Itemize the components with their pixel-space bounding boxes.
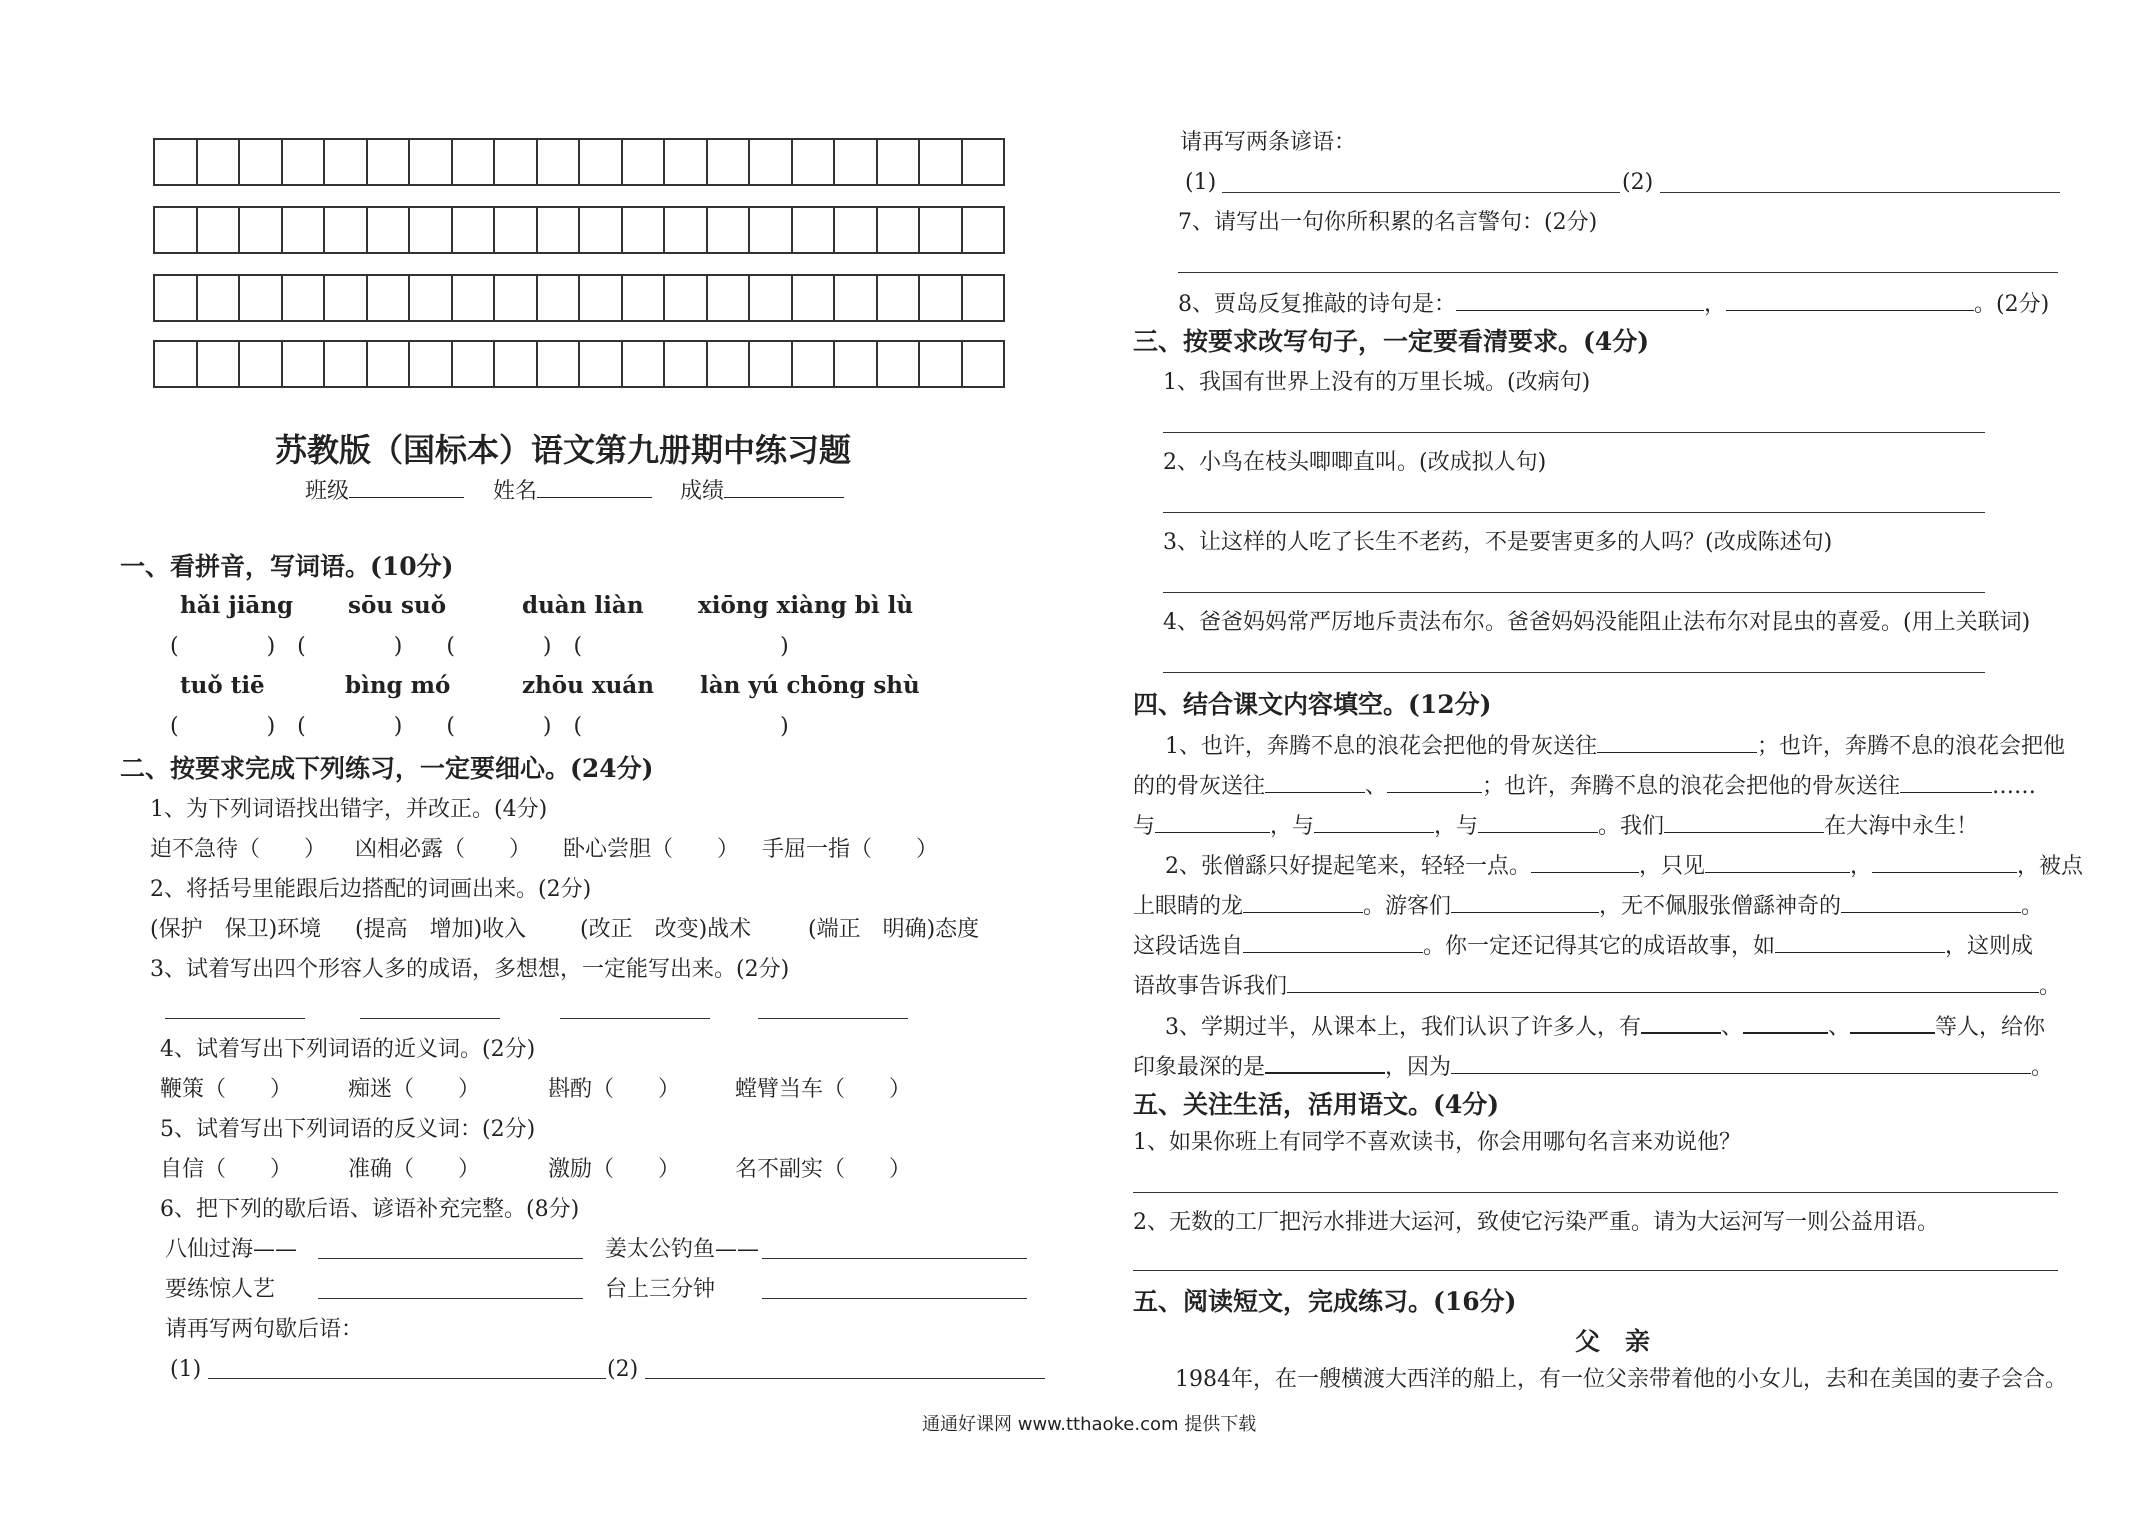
answer-line[interactable] xyxy=(360,1018,500,1019)
grid-cell[interactable] xyxy=(580,340,623,388)
grid-cell[interactable] xyxy=(368,340,411,388)
text: ；也许，奔腾不息的浪花会把他的骨灰送往 xyxy=(1482,774,1901,799)
q4-item[interactable]: 痴迷（ ） xyxy=(348,1077,481,1102)
grid-row xyxy=(153,340,1005,388)
grid-cell[interactable] xyxy=(368,138,411,186)
grid-cell[interactable] xyxy=(878,206,921,254)
grid-cell[interactable] xyxy=(538,138,581,186)
answer-line[interactable] xyxy=(1163,512,1985,513)
pinyin: bìng mó xyxy=(345,672,451,699)
s4-p2-line3[interactable] xyxy=(1133,930,2033,962)
grid-cell[interactable] xyxy=(155,340,198,388)
q5-item[interactable]: 自信（ ） xyxy=(160,1157,293,1182)
grid-cell[interactable] xyxy=(793,138,836,186)
q5-item[interactable]: 名不副实（ ） xyxy=(735,1157,912,1182)
section-3-heading: 三、按要求改写句子，一定要看清要求。(4分) xyxy=(1133,327,1650,356)
q2-item[interactable]: (保护 保卫)环境 xyxy=(150,917,322,942)
q7-text: 7、请写出一句你所积累的名言警句：(2分) xyxy=(1178,210,1598,235)
q6-more: 请再写两句歇后语： xyxy=(165,1317,364,1342)
grid-cell[interactable] xyxy=(198,340,241,388)
grid-cell[interactable] xyxy=(240,340,283,388)
text: 2、张僧繇只好提起笔来，轻轻一点。 xyxy=(1165,854,1531,879)
name-field[interactable] xyxy=(493,475,652,507)
item-number: (1) xyxy=(170,1357,202,1382)
q3-text: 3、试着写出四个形容人多的成语，多想想，一定能写出来。(2分) xyxy=(150,957,790,982)
grid-cell[interactable] xyxy=(283,206,326,254)
q1-item[interactable]: 凶相必露（ ） xyxy=(355,837,532,862)
pinyin: sōu suǒ xyxy=(348,592,447,619)
grid-cell[interactable] xyxy=(708,206,751,254)
q1-item[interactable]: 手屈一指（ ） xyxy=(762,837,939,862)
grid-cell[interactable] xyxy=(793,340,836,388)
q6-text: 6、把下列的歇后语、谚语补充完整。(8分) xyxy=(160,1197,580,1222)
page-footer: 通通好课网 www.tthaoke.com 提供下载 xyxy=(922,1414,1257,1435)
grid-cell[interactable] xyxy=(410,274,453,322)
grid-cell[interactable] xyxy=(453,340,496,388)
grid-cell[interactable] xyxy=(325,206,368,254)
grid-cell[interactable] xyxy=(793,274,836,322)
grid-cell[interactable] xyxy=(240,274,283,322)
text: ，这则成 xyxy=(1945,934,2034,959)
s4-p2-line1[interactable] xyxy=(1165,850,2083,882)
grid-cell[interactable] xyxy=(708,274,751,322)
pinyin: tuǒ tiē xyxy=(180,672,265,699)
score-field[interactable] xyxy=(680,475,844,507)
q8-sep: ， xyxy=(1704,292,1727,317)
q4-item[interactable]: 螳臂当车（ ） xyxy=(735,1077,912,1102)
q6-a: 八仙过海—— xyxy=(165,1237,298,1262)
grid-cell[interactable] xyxy=(410,340,453,388)
text: ，被点 xyxy=(2017,854,2084,879)
pinyin: xiōng xiàng bì lù xyxy=(698,592,914,619)
s3-q4: 4、爸爸妈妈常严厉地斥责法布尔。爸爸妈妈没能阻止法布尔对昆虫的喜爱。(用上关联词) xyxy=(1163,610,2031,635)
text: 。我们 xyxy=(1598,814,1665,839)
text: ，只见 xyxy=(1639,854,1706,879)
q8-text[interactable] xyxy=(1178,288,2049,320)
answer-line[interactable] xyxy=(762,1298,1027,1299)
class-field[interactable] xyxy=(305,475,464,507)
grid-cell[interactable] xyxy=(750,274,793,322)
text: ，与 xyxy=(1434,814,1479,839)
text: 。 xyxy=(2031,1055,2054,1080)
story-title: 父 亲 xyxy=(1575,1327,1651,1356)
text: 1、也许，奔腾不息的浪花会把他的骨灰送往 xyxy=(1165,734,1597,759)
text: 的的骨灰送往 xyxy=(1133,774,1266,799)
grid-cell[interactable] xyxy=(580,274,623,322)
grid-cell[interactable] xyxy=(283,274,326,322)
grid-cell[interactable] xyxy=(878,340,921,388)
q2-text: 2、将括号里能跟后边搭配的词画出来。(2分) xyxy=(150,877,592,902)
section-6-heading: 五、阅读短文，完成练习。(16分) xyxy=(1133,1287,1517,1316)
grid-cell[interactable] xyxy=(920,274,963,322)
text: ，无不佩服张僧繇神奇的 xyxy=(1599,894,1842,919)
grid-cell[interactable] xyxy=(240,206,283,254)
s5-q2: 2、无数的工厂把污水排进大运河，致使它污染严重。请为大运河写一则公益用语。 xyxy=(1133,1210,1939,1235)
grid-cell[interactable] xyxy=(920,138,963,186)
answer-line[interactable] xyxy=(1163,592,1985,593)
score-label: 成绩 xyxy=(680,479,725,504)
pinyin: làn yú chōng shù xyxy=(700,672,920,699)
grid-cell[interactable] xyxy=(453,206,496,254)
q1-text: 1、为下列词语找出错字，并改正。(4分) xyxy=(150,797,548,822)
grid-cell[interactable] xyxy=(495,274,538,322)
answer-brackets[interactable]: ( ) ( ) ( ) ( ) xyxy=(170,714,789,739)
s4-p1-line2[interactable] xyxy=(1133,770,2036,802)
grid-cell[interactable] xyxy=(368,206,411,254)
q6-c: 要练惊人艺 xyxy=(165,1277,276,1302)
s3-q1: 1、我国有世界上没有的万里长城。(改病句) xyxy=(1163,370,1591,395)
text: 。 xyxy=(2039,974,2062,999)
grid-cell[interactable] xyxy=(538,340,581,388)
q8-prefix: 8、贾岛反复推敲的诗句是： xyxy=(1178,292,1456,317)
item-number: (2) xyxy=(607,1357,639,1382)
name-label: 姓名 xyxy=(493,479,538,504)
s5-q1: 1、如果你班上有同学不喜欢读书，你会用哪句名言来劝说他？ xyxy=(1133,1130,1741,1155)
grid-cell[interactable] xyxy=(878,274,921,322)
grid-cell[interactable] xyxy=(155,274,198,322)
grid-cell[interactable] xyxy=(410,138,453,186)
grid-cell[interactable] xyxy=(155,138,198,186)
s3-q2: 2、小鸟在枝头唧唧直叫。(改成拟人句) xyxy=(1163,450,1547,475)
grid-cell[interactable] xyxy=(665,206,708,254)
answer-line[interactable] xyxy=(318,1258,583,1259)
item-number: (2) xyxy=(1622,170,1654,195)
grid-cell[interactable] xyxy=(283,340,326,388)
answer-line[interactable] xyxy=(560,1018,710,1019)
q5-item[interactable]: 准确（ ） xyxy=(348,1157,481,1182)
item-number: (1) xyxy=(1185,170,1217,195)
answer-line[interactable] xyxy=(1133,1192,2058,1193)
grid-cell[interactable] xyxy=(835,206,878,254)
grid-row xyxy=(153,274,1005,322)
grid-cell[interactable] xyxy=(623,206,666,254)
grid-cell[interactable] xyxy=(198,206,241,254)
s4-p1-line3[interactable] xyxy=(1133,810,1978,842)
grid-cell[interactable] xyxy=(580,138,623,186)
grid-cell[interactable] xyxy=(835,340,878,388)
text: ，因为 xyxy=(1385,1055,1452,1080)
answer-line[interactable] xyxy=(1163,432,1985,433)
grid-cell[interactable] xyxy=(198,274,241,322)
grid-cell[interactable] xyxy=(665,340,708,388)
s4-p3-line1[interactable] xyxy=(1165,1010,2045,1043)
pinyin: hǎi jiāng xyxy=(180,592,294,619)
grid-cell[interactable] xyxy=(750,340,793,388)
q2-item[interactable]: (端正 明确)态度 xyxy=(808,917,980,942)
grid-cell[interactable] xyxy=(495,206,538,254)
grid-cell[interactable] xyxy=(623,138,666,186)
s4-p2-line2[interactable] xyxy=(1133,890,2043,922)
grid-cell[interactable] xyxy=(580,206,623,254)
answer-line[interactable] xyxy=(762,1258,1027,1259)
text: 语故事告诉我们 xyxy=(1133,974,1288,999)
answer-line[interactable] xyxy=(1222,192,1620,193)
grid-row xyxy=(153,138,1005,186)
q1-item[interactable]: 迫不急待（ ） xyxy=(150,837,327,862)
grid-cell[interactable] xyxy=(963,274,1006,322)
answer-line[interactable] xyxy=(1133,1270,2058,1271)
class-label: 班级 xyxy=(305,479,350,504)
pinyin: duàn liàn xyxy=(522,592,644,619)
section-5-heading: 五、关注生活，活用语文。(4分) xyxy=(1133,1090,1500,1119)
pinyin: zhōu xuán xyxy=(522,672,654,699)
grid-cell[interactable] xyxy=(835,274,878,322)
q6-b: 姜太公钓鱼—— xyxy=(605,1237,760,1262)
grid-cell[interactable] xyxy=(538,206,581,254)
q5-item[interactable]: 激励（ ） xyxy=(548,1157,681,1182)
grid-cell[interactable] xyxy=(453,138,496,186)
grid-cell[interactable] xyxy=(963,206,1006,254)
grid-cell[interactable] xyxy=(155,206,198,254)
answer-line[interactable] xyxy=(1163,672,1985,673)
text: ；也许，奔腾不息的浪花会把他 xyxy=(1757,734,2066,759)
grid-cell[interactable] xyxy=(793,206,836,254)
grid-cell[interactable] xyxy=(453,274,496,322)
q4-item[interactable]: 斟酌（ ） xyxy=(548,1077,681,1102)
q6-more2: 请再写两条谚语： xyxy=(1180,130,1357,155)
answer-line[interactable] xyxy=(758,1018,908,1019)
q4-text: 4、试着写出下列词语的近义词。(2分) xyxy=(160,1037,536,1062)
grid-cell[interactable] xyxy=(623,274,666,322)
grid-cell[interactable] xyxy=(708,138,751,186)
text: 。你一定还记得其它的成语故事，如 xyxy=(1423,934,1776,959)
grid-cell[interactable] xyxy=(538,274,581,322)
text: ，与 xyxy=(1270,814,1315,839)
answer-line[interactable] xyxy=(208,1378,606,1379)
grid-cell[interactable] xyxy=(835,138,878,186)
text: 。 xyxy=(2021,894,2044,919)
grid-cell[interactable] xyxy=(368,274,411,322)
text: 等人，给你 xyxy=(1935,1015,2046,1040)
q8-suffix: 。(2分) xyxy=(1974,292,2050,317)
page-title: 苏教版（国标本）语文第九册期中练习题 xyxy=(275,431,852,469)
grid-cell[interactable] xyxy=(283,138,326,186)
grid-cell[interactable] xyxy=(665,274,708,322)
q1-item[interactable]: 卧心尝胆（ ） xyxy=(563,837,740,862)
s4-p2-line4[interactable] xyxy=(1133,970,2061,1002)
section-2-heading: 二、按要求完成下列练习，一定要细心。(24分) xyxy=(120,754,654,783)
grid-cell[interactable] xyxy=(623,340,666,388)
text: 3、学期过半，从课本上，我们认识了许多人，有 xyxy=(1165,1015,1641,1040)
s4-p3-line2[interactable] xyxy=(1133,1050,2053,1083)
story-paragraph: 1984年，在一艘横渡大西洋的船上，有一位父亲带着他的小女儿，去和在美国的妻子会合。 xyxy=(1175,1367,2067,1392)
grid-cell[interactable] xyxy=(495,138,538,186)
grid-cell[interactable] xyxy=(325,340,368,388)
q4-item[interactable]: 鞭策（ ） xyxy=(160,1077,293,1102)
grid-cell[interactable] xyxy=(708,340,751,388)
text: 、 xyxy=(1365,774,1388,799)
q5-text: 5、试着写出下列词语的反义词：(2分) xyxy=(160,1117,536,1142)
text: 、 xyxy=(1828,1015,1851,1040)
grid-cell[interactable] xyxy=(963,340,1006,388)
text: 上眼睛的龙 xyxy=(1133,894,1244,919)
answer-line[interactable] xyxy=(645,1378,1045,1379)
grid-cell[interactable] xyxy=(920,206,963,254)
grid-row xyxy=(153,206,1005,254)
grid-cell[interactable] xyxy=(240,138,283,186)
s4-p1-line1[interactable] xyxy=(1165,730,2065,762)
grid-cell[interactable] xyxy=(410,206,453,254)
grid-cell[interactable] xyxy=(665,138,708,186)
grid-cell[interactable] xyxy=(198,138,241,186)
text: 、 xyxy=(1721,1015,1744,1040)
text: 在大海中永生！ xyxy=(1824,814,1979,839)
text: ， xyxy=(1850,854,1873,879)
s3-q3: 3、让这样的人吃了长生不老药，不是要害更多的人吗？(改成陈述句) xyxy=(1163,530,1833,555)
answer-line[interactable] xyxy=(1660,192,2060,193)
grid-cell[interactable] xyxy=(325,138,368,186)
grid-cell[interactable] xyxy=(750,138,793,186)
grid-cell[interactable] xyxy=(750,206,793,254)
grid-cell[interactable] xyxy=(495,340,538,388)
text: 。游客们 xyxy=(1363,894,1452,919)
answer-line[interactable] xyxy=(318,1298,583,1299)
answer-line[interactable] xyxy=(165,1018,305,1019)
section-4-heading: 四、结合课文内容填空。(12分) xyxy=(1133,690,1492,719)
section-1-heading: 一、看拼音，写词语。(10分) xyxy=(120,552,454,581)
text: …… xyxy=(1992,774,2037,799)
grid-cell[interactable] xyxy=(878,138,921,186)
grid-cell[interactable] xyxy=(325,274,368,322)
text: 与 xyxy=(1133,814,1156,839)
answer-line[interactable] xyxy=(1178,272,2058,273)
q2-item[interactable]: (提高 增加)收入 xyxy=(355,917,527,942)
text: 印象最深的是 xyxy=(1133,1055,1266,1080)
answer-brackets[interactable]: ( ) ( ) ( ) ( ) xyxy=(170,634,789,659)
grid-cell[interactable] xyxy=(963,138,1006,186)
grid-cell[interactable] xyxy=(920,340,963,388)
q2-item[interactable]: (改正 改变)战术 xyxy=(580,917,752,942)
q6-d: 台上三分钟 xyxy=(605,1277,716,1302)
text: 这段话选自 xyxy=(1133,934,1244,959)
